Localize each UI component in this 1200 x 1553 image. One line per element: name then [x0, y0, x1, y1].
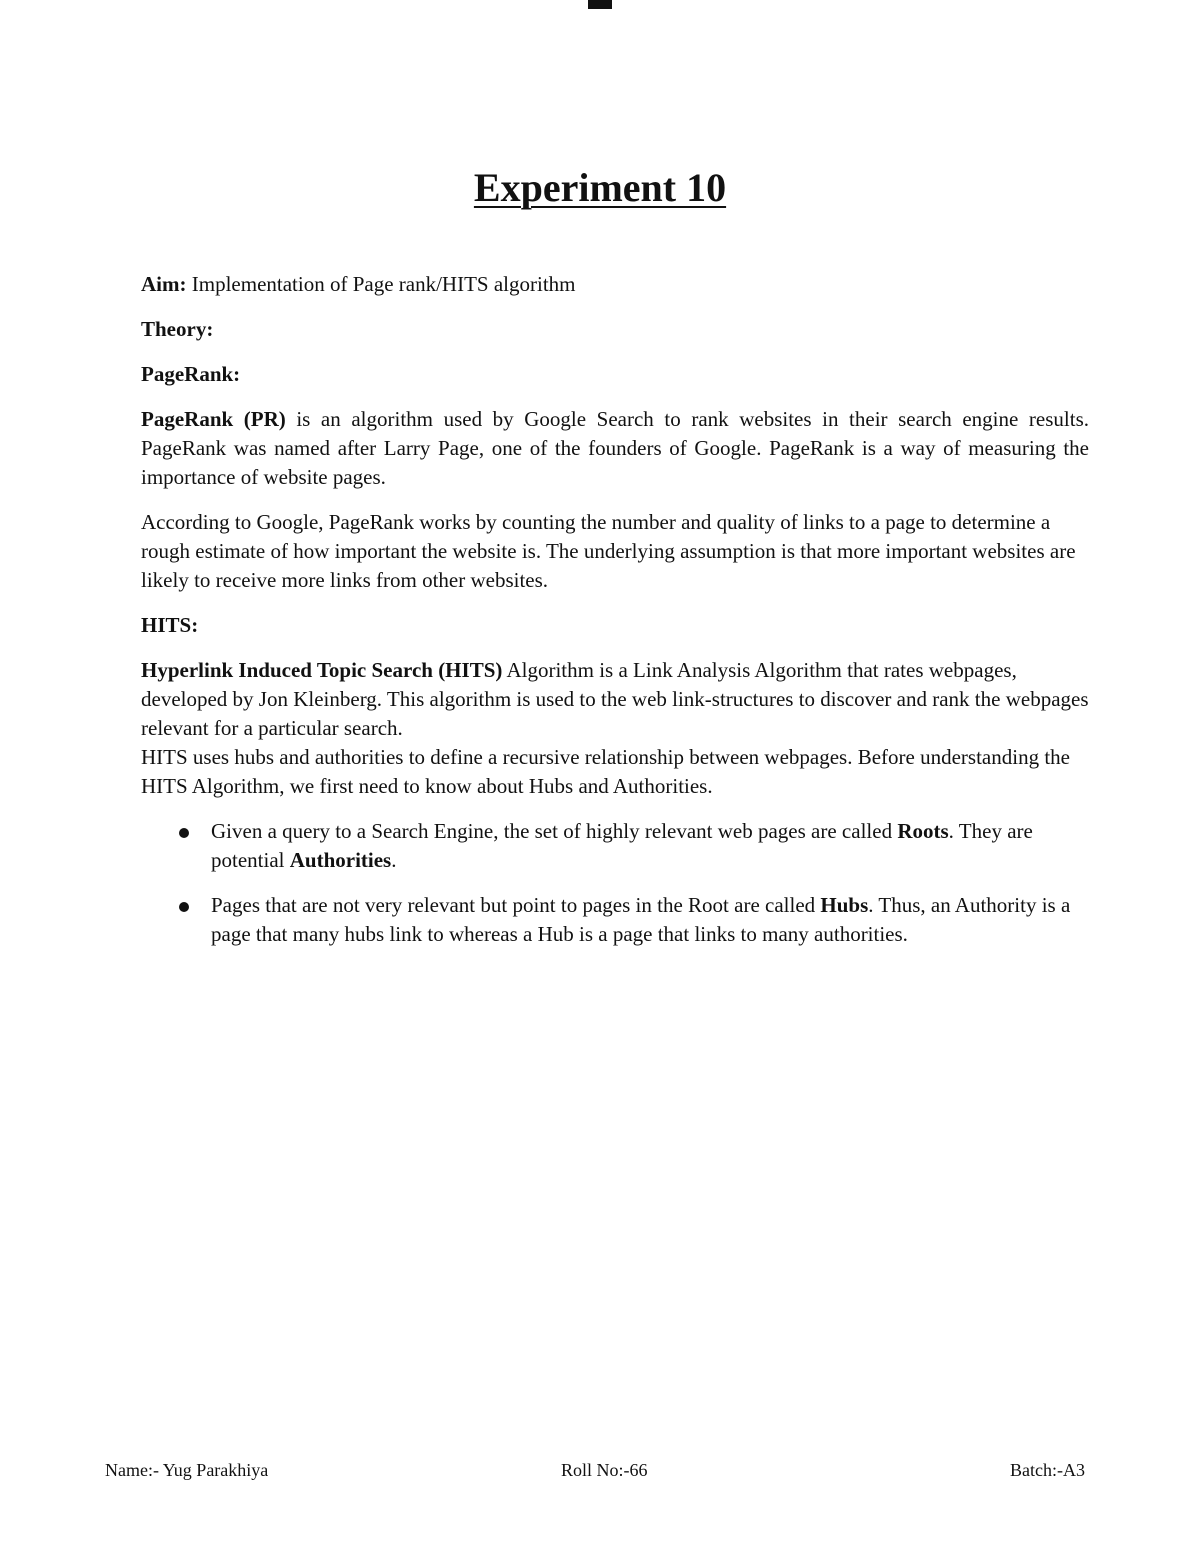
footer-roll-number: Roll No:-66 [561, 1460, 648, 1480]
pagerank-heading: PageRank: [141, 362, 241, 386]
aim-line [141, 270, 1089, 299]
hits-paragraph-1-text: Algorithm is a Link Analysis Algorithm that rates webpages, developed by Jon Kleinberg. This algorithm is used to the web link-structures to discover and rank the webpages relevant for a particular search. [141, 658, 1089, 740]
aim-text: Implementation of Page rank/HITS algorithm [186, 272, 576, 296]
bullet-2-text-a: Pages that are not very relevant but point to pages in the Root are called [211, 893, 821, 917]
hits-bold-term: Hyperlink Induced Topic Search (HITS) [141, 658, 503, 682]
page-title: Experiment 10 [473, 165, 727, 210]
hits-paragraph-2: HITS uses hubs and authorities to define a recursive relationship between webpages. Before understanding the HITS Algorithm, we first need to know about Hubs and Authorities. [141, 745, 1070, 798]
bullet-1-authorities: Authorities [289, 848, 392, 872]
bullet-2-text-b: . Thus, an Authority is a page that many hubs link to whereas a Hub is a page that links to many authorities. [211, 893, 1071, 946]
hits-bullet-list [141, 817, 1089, 949]
list-item [141, 891, 1089, 949]
hits-heading: HITS: [141, 613, 199, 637]
bullet-1-roots: Roots [897, 819, 949, 843]
bullet-dot-icon [179, 828, 189, 838]
bullet-dot-icon [179, 902, 189, 912]
bullet-1-text-b: . They are potential [211, 819, 1033, 872]
footer-batch: Batch:-A3 [1010, 1460, 1085, 1480]
footer-name: Name:- Yug Parakhiya [105, 1460, 269, 1480]
page-top-mark [588, 0, 612, 9]
page-footer [0, 1458, 1200, 1482]
document-body [141, 270, 1089, 965]
pagerank-paragraph-1 [141, 405, 1089, 492]
pagerank-bold-term: PageRank (PR) [141, 407, 286, 431]
pagerank-paragraph-1-text: is an algorithm used by Google Search to rank websites in their search engine results. PageRank was named after Larry Page, one of the founders of Google. PageRank is a way of measuring the importance of website pages. [141, 407, 1089, 489]
bullet-1-text-c: . [391, 848, 397, 872]
aim-label: Aim: [141, 272, 187, 296]
bullet-2-hubs: Hubs [820, 893, 869, 917]
list-item [141, 817, 1089, 875]
bullet-1-text-a: Given a query to a Search Engine, the set of highly relevant web pages are called [211, 819, 898, 843]
hits-paragraph-1 [141, 656, 1089, 743]
theory-heading: Theory: [141, 317, 214, 341]
pagerank-paragraph-2: According to Google, PageRank works by counting the number and quality of links to a page to determine a rough estimate of how important the website is. The underlying assumption is that more important websites are likely to receive more links from other websites. [141, 510, 1076, 592]
